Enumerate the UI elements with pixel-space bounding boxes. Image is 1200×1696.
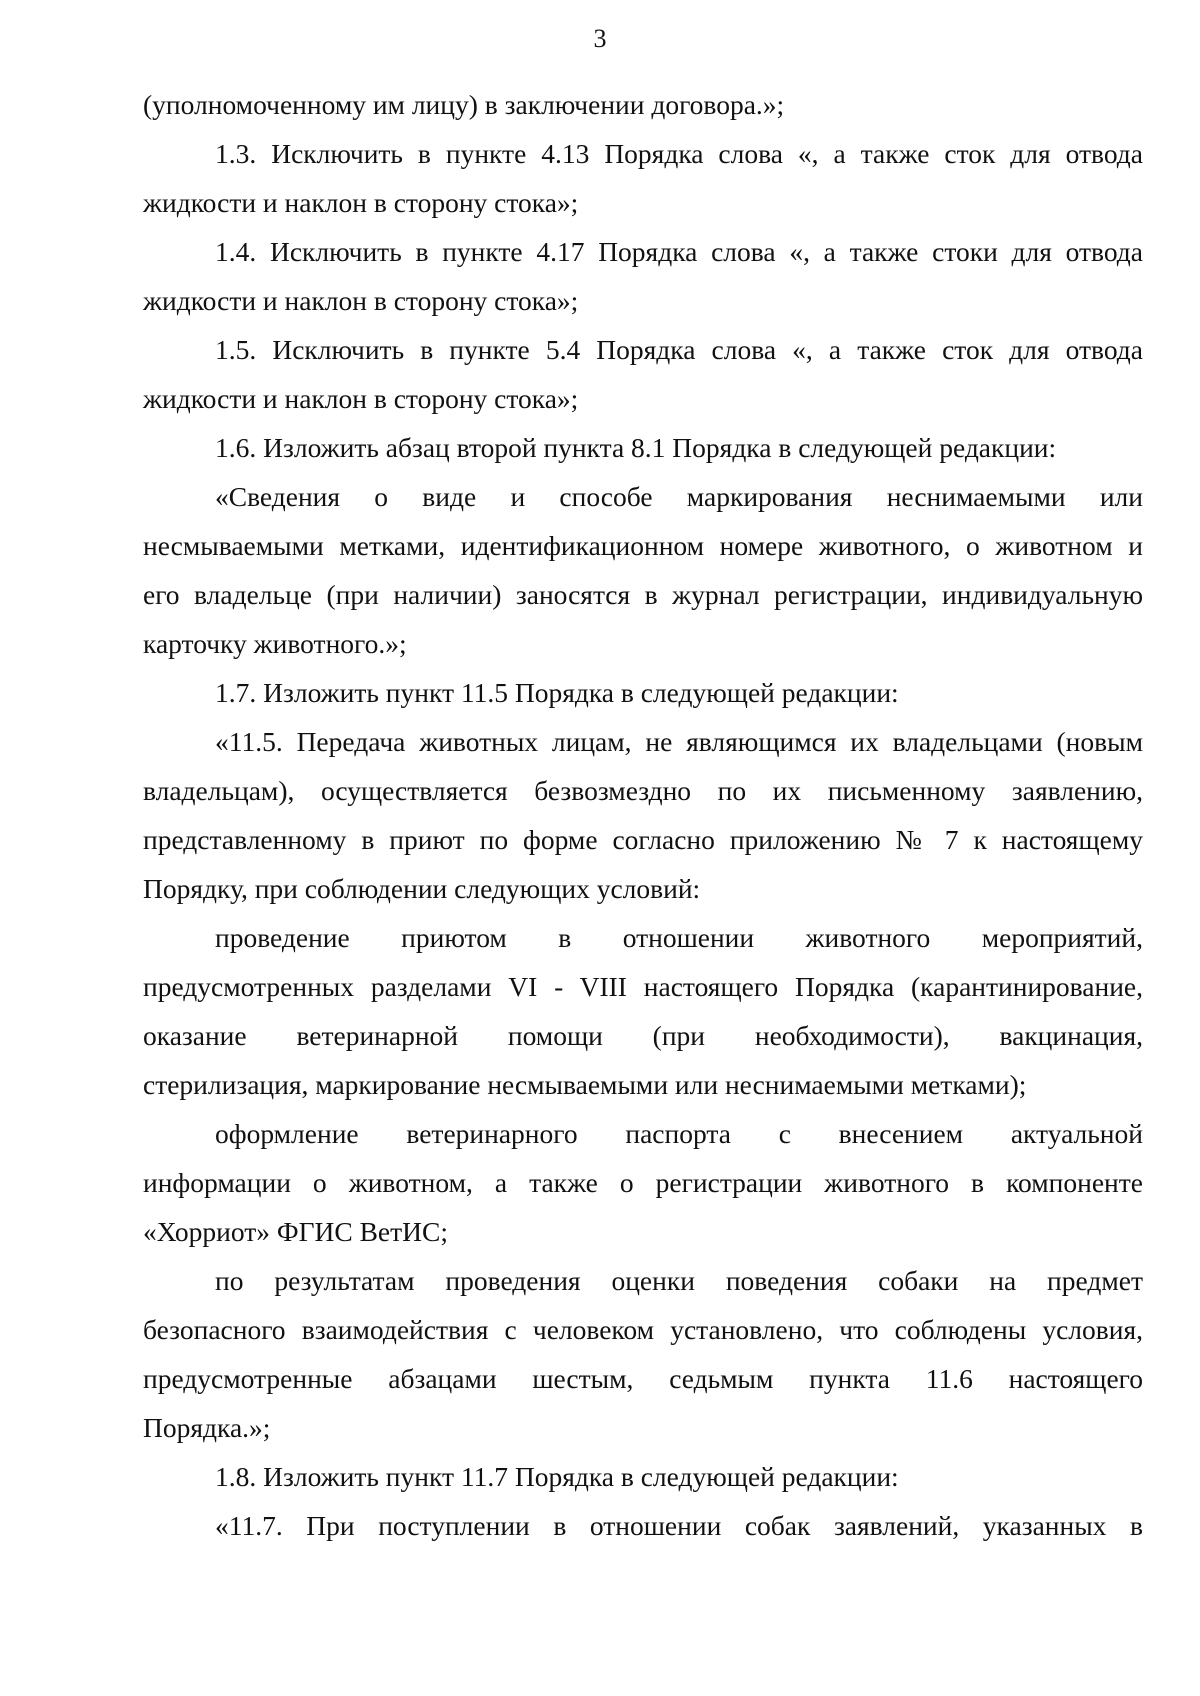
text-line: жидкости и наклон в сторону стока»;: [143, 187, 579, 218]
text-line: представленному в приют по форме согласно приложению № 7 к настоящему: [143, 824, 1143, 855]
text-line: Порядку, при соблюдении следующих условий:: [143, 873, 701, 904]
text-line: несмываемыми метками, идентификационном номере животного, о животном и: [143, 530, 1143, 561]
text-line: «Хорриот» ФГИС ВетИС;: [143, 1216, 448, 1247]
text-line: 1.8. Изложить пункт 11.7 Порядка в следующей редакции:: [215, 1461, 899, 1492]
text-line: (уполномоченному им лицу) в заключении договора.»;: [143, 89, 785, 120]
text-line: 1.7. Изложить пункт 11.5 Порядка в следующей редакции:: [215, 677, 899, 708]
text-line: его владельце (при наличии) заносятся в журнал регистрации, индивидуальную: [143, 579, 1143, 610]
text-line: предусмотренных разделами VI - VIII настоящего Порядка (карантинирование,: [143, 971, 1143, 1002]
text-line: 1.4. Исключить в пункте 4.17 Порядка слова «, а также стоки для отвода: [215, 236, 1143, 267]
text-line: карточку животного.»;: [143, 628, 407, 659]
text-line: жидкости и наклон в сторону стока»;: [143, 285, 579, 316]
text-line: предусмотренные абзацами шестым, седьмым пункта 11.6 настоящего: [143, 1363, 1143, 1394]
page-number: 3: [593, 24, 607, 53]
text-line: 1.3. Исключить в пункте 4.13 Порядка слова «, а также сток для отвода: [215, 138, 1143, 169]
text-line: 1.5. Исключить в пункте 5.4 Порядка слова «, а также сток для отвода: [215, 334, 1143, 365]
text-line: «Сведения о виде и способе маркирования неснимаемыми или: [215, 481, 1143, 512]
text-line: «11.5. Передача животных лицам, не являющимся их владельцами (новым: [215, 726, 1143, 757]
text-line: проведение приютом в отношении животного мероприятий,: [215, 922, 1143, 953]
text-line: оформление ветеринарного паспорта с внесением актуальной: [215, 1118, 1143, 1149]
text-line: по результатам проведения оценки поведения собаки на предмет: [215, 1265, 1143, 1296]
text-line: жидкости и наклон в сторону стока»;: [143, 383, 579, 414]
text-line: «11.7. При поступлении в отношении собак заявлений, указанных в: [215, 1510, 1143, 1541]
text-line: 1.6. Изложить абзац второй пункта 8.1 Порядка в следующей редакции:: [215, 432, 1057, 463]
text-line: информации о животном, а также о регистрации животного в компоненте: [143, 1167, 1143, 1198]
text-line: стерилизация, маркирование несмываемыми или неснимаемыми метками);: [143, 1069, 1027, 1100]
text-line: владельцам), осуществляется безвозмездно по их письменному заявлению,: [143, 775, 1143, 806]
text-line: безопасного взаимодействия с человеком установлено, что соблюдены условия,: [143, 1314, 1143, 1345]
text-line: оказание ветеринарной помощи (при необходимости), вакцинация,: [143, 1020, 1143, 1051]
text-line: Порядка.»;: [143, 1412, 271, 1443]
